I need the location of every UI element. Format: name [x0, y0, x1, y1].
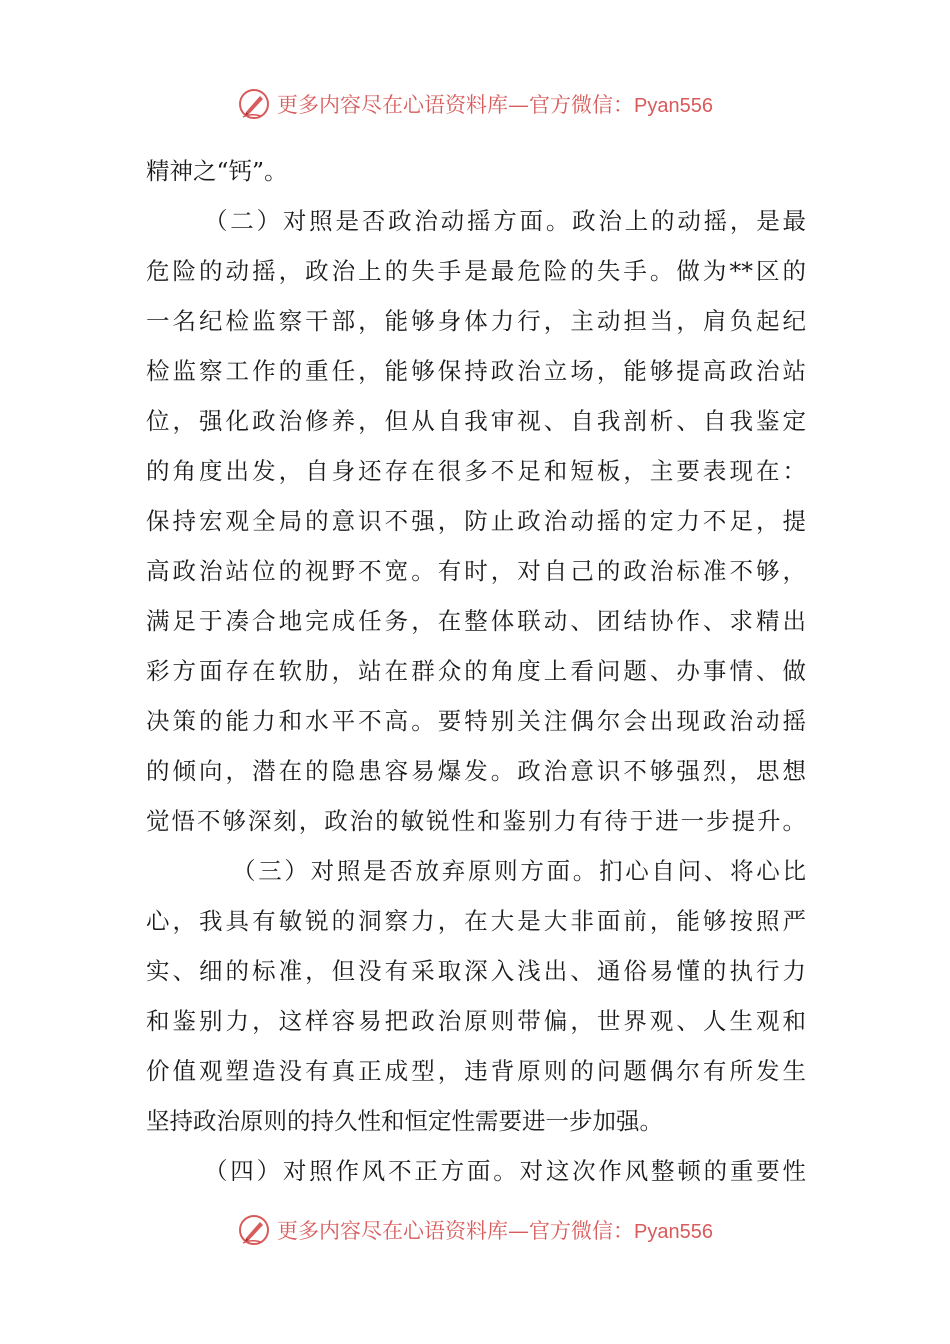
text-line: 位，强化政治修养，但从自我审视、自我剖析、自我鉴定 — [146, 407, 806, 435]
text-line: 坚持政治原则的持久性和恒定性需要进一步加强。 — [146, 1107, 663, 1135]
paragraph-heading-3: （三）对照是否放弃原则方面。扪心自问、将心比 — [232, 857, 806, 885]
document-body — [146, 146, 806, 1196]
text-line: 心，我具有敏锐的洞察力，在大是大非面前，能够按照严 — [146, 907, 806, 935]
text-line: 的倾向，潜在的隐患容易爆发。政治意识不够强烈，思想 — [146, 757, 806, 785]
banner-text: 更多内容尽在心语资料库—官方微信：Pyan556 — [277, 1219, 713, 1243]
text-line: 价值观塑造没有真正成型，违背原则的问题偶尔有所发生 — [146, 1057, 806, 1085]
paragraph-heading-2: （二）对照是否政治动摇方面。政治上的动摇，是最 — [204, 207, 806, 235]
wechat-id: Pyan556 — [634, 1221, 713, 1243]
header-banner — [0, 84, 950, 124]
text-line: 高政治站位的视野不宽。有时，对自己的政治标准不够， — [146, 557, 806, 585]
text-line: 检监察工作的重任，能够保持政治立场，能够提高政治站 — [146, 357, 806, 385]
text-line: 觉悟不够深刻，政治的敏锐性和鉴别力有待于进一步提升。 — [146, 807, 806, 835]
paragraph-heading-4: （四）对照作风不正方面。对这次作风整顿的重要性 — [204, 1157, 806, 1185]
text-line: 危险的动摇，政治上的失手是最危险的失手。做为**区的 — [146, 257, 806, 285]
banner-text: 更多内容尽在心语资料库—官方微信：Pyan556 — [277, 93, 713, 117]
pen-logo-icon — [237, 87, 271, 121]
text-line: 和鉴别力，这样容易把政治原则带偏，世界观、人生观和 — [146, 1007, 806, 1035]
text-line: 彩方面存在软肋，站在群众的角度上看问题、办事情、做 — [146, 657, 806, 685]
text-line: 的角度出发，自身还存在很多不足和短板，主要表现在： — [146, 457, 806, 485]
text-line: 精神之“钙”。 — [146, 157, 288, 185]
wechat-id: Pyan556 — [634, 95, 713, 117]
text-line: 实、细的标准，但没有采取深入浅出、通俗易懂的执行力 — [146, 957, 806, 985]
pen-logo-icon — [237, 1213, 271, 1247]
text-line: 决策的能力和水平不高。要特别关注偶尔会出现政治动摇 — [146, 707, 806, 735]
footer-banner — [0, 1210, 950, 1250]
text-line: 满足于凑合地完成任务，在整体联动、团结协作、求精出 — [146, 607, 806, 635]
text-line: 保持宏观全局的意识不强，防止政治动摇的定力不足，提 — [146, 507, 806, 535]
text-line: 一名纪检监察干部，能够身体力行，主动担当，肩负起纪 — [146, 307, 806, 335]
